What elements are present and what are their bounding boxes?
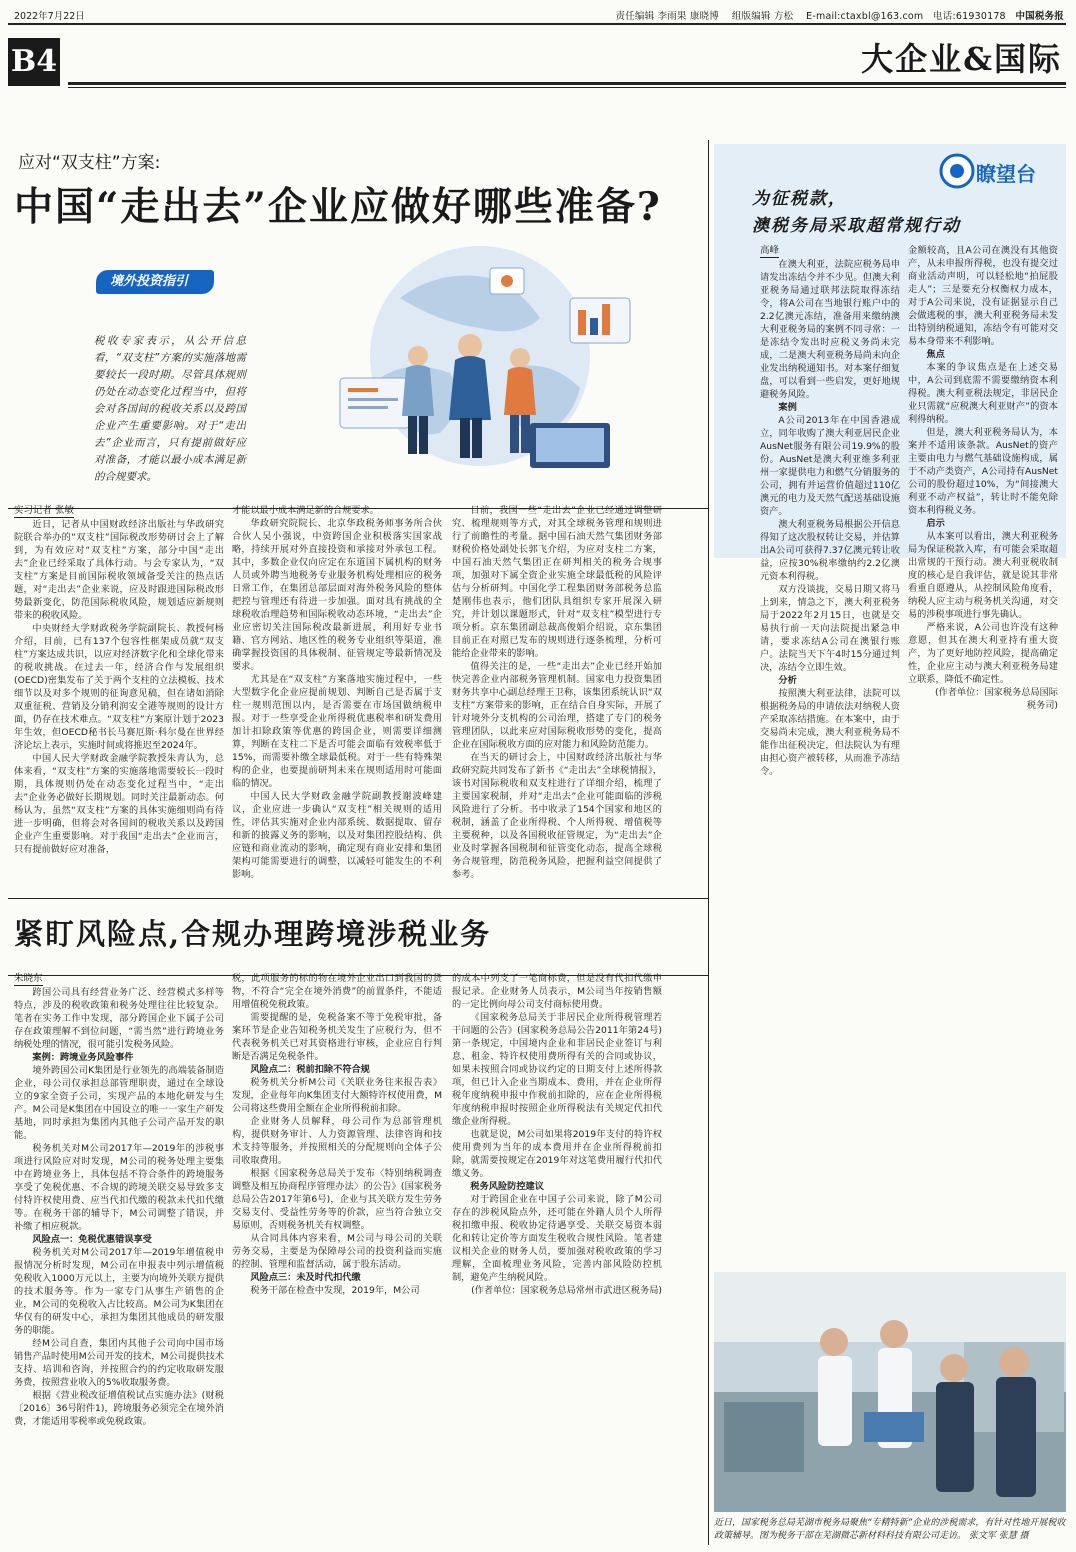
masthead-info <box>616 8 1064 22</box>
paragraph: 但是，澳大利亚税务局认为，本案并不适用该条款。AusNet的资产主要由电力与燃气基础设施构成，属于不动产类资产，A公司持有AusNet公司的股份超过10%，为“间接澳大利亚不动产权益”，转让时不能免除资本利得税义务。 <box>908 427 1058 516</box>
paragraph: 税务机关对M公司2017年—2019年增值税申报情况分析时发现，M公司在申报表中列示增值税免税收入1000万元以上，主要为向境外关联方提供的技术服务等。作为一家专门从事生产销售的企业，M公司的免税收入占比较高。M公司为K集团在华仅有的研发中心，承担为集团其他成员的研发服务的职能。 <box>14 1247 224 1336</box>
issue-date: 2022年7月22日 <box>14 11 85 22</box>
paragraph: 根据《国家税务总局关于发布〈特别纳税调查调整及相互协商程序管理办法〉的公告》(国家税务总局公告2017年第6号)，企业与其关联方发生劳务交易支付、受益性劳务等的价款，应当符合独立交易原则，否则税务机关有权调整。 <box>232 1168 442 1231</box>
article1-kicker: 应对“双支柱”方案: <box>18 153 161 173</box>
sidebar-column-2 <box>908 244 1058 1262</box>
paper-name: 中国税务报 <box>1015 11 1064 22</box>
paragraph: 目前，我国一些“走出去”企业已经通过调整研究、梳理规则等方式，对其全球税务管理和规则进行了前瞻性的考量。据中国石油天然气集团财务部财税价格处副处长郭飞介绍，为应对支柱二方案，中国石油天然气集团正在研判相关的税务合规事项，加强对下属全资企业实施全球最低税的风险评估与分析研判。中国化学工程集团财务部税务总监楚刚伟也表示，他们团队具组织专家开展深入研究，并计划以课题形式，针对“双支柱”模型进行专项分析。京东集团副总裁高俊娟介绍说，京东集团目前正在对照已发布的规则进行逐条梳理，分析可能给企业带来的影响。 <box>452 505 662 659</box>
photo-caption: 近日，国家税务总局芜湖市税务局聚焦“专精特新”企业的涉税需求，有针对性地开展税收政策辅导。图为税务干部在芜湖微芯新材料科技有限公司走访。 张文军 张慧 摄 <box>714 1518 1066 1541</box>
subheading: 案例 <box>778 402 797 413</box>
article2-column-3 <box>452 972 662 1542</box>
paragraph: 才能以最小成本满足新的合规要求。 <box>232 505 379 516</box>
paragraph: 对于跨国企业在中国子公司来说，除了M公司存在的涉税风险点外，还可能在外籍人员个人所得税扣缴申报、税收协定待遇享受、关联交易资本弱化和转让定价等方面发生税收合规性风险。笔者建议相关企业的财务人员，要加强对税收政策的学习理解，全面梳理业务风险，完善内部风险防控机制，避免产生纳税风险。 <box>452 1194 662 1283</box>
paragraph: 税务干部在检查中发现，2019年，M公司 <box>250 1285 420 1296</box>
paragraph: 在澳大利亚，法院应税务局申请发出冻结令并不少见。但澳大利亚税务局通过联邦法院取得冻结令，将A公司在当地银行账户中的2.2亿澳元冻结，准备用来缴纳澳大利亚税务局的案例不同寻常：一是冻结令发出时应税义务尚未完成，二是澳大利亚税务局尚未向企业发出纳税通知书。对本案仔细复盘，可以看到一些启发，更好地规避税务风险。 <box>760 259 900 400</box>
subheading: 案例：跨境业务风险事件 <box>32 1052 134 1063</box>
section-rule-thin <box>68 87 1066 88</box>
article2-separator <box>8 898 708 899</box>
tag-label: 境外投资指引 <box>110 274 189 289</box>
paragraph: 《国家税务总局关于非居民企业所得税管理若干问题的公告》(国家税务总局公告2011年第24号)第一条规定，中国境内企业和非居民企业签订与利息、租金、特许权使用费所得有关的合同或协议，如果未按照合同或协议约定的日期支付上述所得款项，但已计入企业当期成本、费用，并在企业所得税年度纳税申报中作税前扣除的，应在企业所得税年度纳税申报时按照企业所得税法有关规定代扣代缴企业所得税。 <box>452 1012 662 1127</box>
subheading: 分析 <box>778 675 797 686</box>
author-note: (作者单位：国家税务总局国际税务司) <box>934 687 1058 711</box>
paragraph: 根据《营业税改征增值税试点实施办法》(财税〔2016〕36号附件1)，跨境服务必须完全在境外消费，才能适用零税率或免税政策。 <box>14 1390 224 1427</box>
paragraph: 境外跨国公司K集团是行业领先的高端装备制造企业，母公司仅承担总部管理职责，通过在全球设立的9家全资子公司，实现产品的本地化研发与生产。M公司是K集团在中国设立的唯一一家生产研发基地，同时承担为集团内其他子公司产品开发的职能。 <box>14 1065 224 1141</box>
paragraph: 税务机关分析M公司《关联业务往来报告表》发现，企业每年向K集团支付大额特许权使用费，M公司将这些费用全额在企业所得税前扣除。 <box>232 1077 442 1114</box>
masthead-bar <box>14 8 1064 22</box>
paragraph: 华政研究院院长、北京华政税务师事务所合伙合伙人吴小强说，中资跨国企业积极落实国家战略，持续开展对外直接投资和承接对外承包工程。其中，多数企业仅向应定在东道国下属机构的财务人员或外聘当地税务专业服务机构处理相应的税务日常工作，在集团总部层面对海外税务风险的整体把控与管理还有待进一步加强。面对具有挑战的全球税收治理趋势和国际税收动态环境，“走出去”企业应密切关注国际税改最新进展，利用好专业书籍、官方网站、地区性的税务专业组织等渠道，准确掌握投资国的具体税制、征管规定等最新情况及要求。 <box>232 518 442 672</box>
article1-title: 中国“走出去”企业应做好哪些准备? <box>14 184 662 230</box>
sidebar-column-1 <box>760 258 900 1262</box>
lookout-badge-label: 瞭望台 <box>976 162 1036 186</box>
paragraph: 尤其是在“双支柱”方案落地实施过程中，一些大型数字化企业应提前规划、判断自己是否属于支柱一规则范围以内，是否需要在市场国做纳税申报。对于一些享受企业所得税优惠税率和研发费用加计扣除政策等优惠的跨国企业，则需要详细测算，判断在支柱二下是否可能会面临有效税率低于15%，而需要补缴全球最低税。对于一些有特殊架构的企业，也要提前研判未来在规则适用时可能面临的情况。 <box>232 674 442 789</box>
paragraph: 从合同具体内容来看，M公司与母公司的关联劳务交易，主要是为保障母公司的投资利益而实施的控制、管理和监督活动，属于股东活动。 <box>232 1233 442 1270</box>
paragraph: 在当天的研讨会上，中国财政经济出版社与华政研究院共同发布了新书《“走出去”全球税情报》，该书对国际税收和双支柱进行了详细介绍，梳理了主要国家税制，并对“走出去”企业可能面临的涉税风险进行了分析。书中收录了154个国家和地区的税制，涵盖了企业所得税、个人所得税、增值税等主要税种，以及各国税收征管规定，为“走出去”企业及时掌握各国税制和征管变化动态，提高全球税务合规管理，防范税务风险，把握利益空间提供了参考。 <box>452 752 662 880</box>
phone: 电话:61930178 <box>933 11 1006 22</box>
section-title: 大企业&国际 <box>861 40 1062 78</box>
paragraph: 中央财经大学财政税务学院副院长、教授何杨介绍，目前，已有137个包容性框架成员就“双支柱”方案达成共识，以应对经济数字化和全球化带来的税收挑战。在过去一年，经济合作与发展组织(OECD)密集发布了关于两个支柱的立法模板、技术细节以及对多个规则的征询意见稿，但在诸如消除双重征税、营销及分销利润安全港等规则的设计方面，仍存在技术难点。“双支柱”方案原计划于2023年生效，但OECD秘书长马赛厄斯·科尔曼在世界经济论坛上表示，实施时间或将推迟至2024年。 <box>14 623 224 751</box>
paragraph: 企业财务人员解释，母公司作为总部管理机构，提供财务审计、人力资源管理、法律咨询和技术支持等服务，并按照相关的分配规则向全体子公司收取费用。 <box>232 1116 442 1166</box>
paragraph: A公司2013年在中国香港成立，同年收购了澳大利亚居民企业AusNet服务有限公司19.9%的股份。AusNet是澳大利亚维多利亚州一家提供电力和燃气分销服务的公司，拥有并运营价值超过110亿澳元的电力及天然气配送基础设施资产。 <box>760 415 900 517</box>
paragraph: 需要提醒的是，免税备案不等于免税审批，备案环节是企业告知税务机关发生了应税行为，但不代表税务机关已对其资格进行审核，企业应自行判断是否满足免税条件。 <box>232 1012 442 1062</box>
paragraph: 跨国公司具有经营业务广泛、经营模式多样等特点，涉及的税收政策和税务处理往往比较复杂。笔者在实务工作中发现，部分跨国企业下属子公司存在政策理解不到位问题，“需当然”进行跨境业务纳税处理的情况，很可能引发税务风险。 <box>14 987 224 1050</box>
paragraph: 中国人民大学财政金融学院副教授谢波峰建议，企业应进一步确认“双支柱”相关规则的适用性，评估其实施对企业内部系统、数据提取、留存和新的披露义务的影响，以及对集团控股结构、供应链和商业流动的影响，确定现有商业安排和集团架构可能需要进行的调整，以减轻可能发生的不利影响。 <box>232 791 442 880</box>
sidebar-title-line1: 为征税款， <box>752 189 847 209</box>
article1-byline: 实习记者 张敏 <box>14 502 74 518</box>
sidebar-byline: 高峰 <box>760 242 779 258</box>
lookout-badge <box>938 152 1060 190</box>
paragraph: 税，此项服务的标的物在境外企业出口到我国的货物，不符合“完全在境外消费”的前置条件，不能适用增值税免税政策。 <box>232 973 442 1010</box>
paragraph: 严格来说，A公司也许没有这种意愿，但其在澳大利亚持有重大资产，为了更好地防控风险，提高确定性，企业应主动与澳大利亚税务局建立联系，降低不确定性。 <box>908 622 1058 685</box>
article1-column-2 <box>232 504 442 890</box>
paragraph: 值得关注的是，一些“走出去”企业已经开始加快完善企业内部税务管理机制。国家电力投资集团财务共享中心副总经理王卫称，该集团系统认识“双支柱”方案带来的影响，正在结合自身实际，开展了针对境外分支机构的公司治理，搭建了专门的税务管理团队，以此来应对国际税收形势的变化，提高企业在国际税收方面的应对能力和风险防范能力。 <box>452 661 662 750</box>
column-tag <box>96 270 214 294</box>
article1-summary: 税收专家表示，从公开信息看，“双支柱”方案的实施落地需要较长一段时期。尽管具体规则仍处在动态变化过程当中，但将会对各国间的税收关系以及跨国企业产生重要影响。对于“走出去”企业而言，只有提前做好应对准备，才能以最小成本满足新的合规要求。 <box>94 335 246 483</box>
article2-byline: 朱晓东 <box>14 970 43 986</box>
paragraph: 税务机关对M公司2017年—2019年的涉税事项进行风险应对时发现，M公司的税务处理主要集中在跨境业务上，具体包括不符合条件的跨境服务享受了免税优惠、不合规的跨境关联交易导致多支付特许权使用费、应当代扣代缴的税款未代扣代缴等。在税务干部的辅导下，M公司调整了错误，并补缴了相应税款。 <box>14 1143 224 1232</box>
news-photo <box>714 1272 1066 1512</box>
paragraph: 按照澳大利亚法律，法院可以根据税务局的申请依法对纳税人资产采取冻结措施。在本案中，由于交易尚未完成，澳大利亚税务局不能作出征税决定，但法院认为有理由担心资产被转移，从而准予冻结令。 <box>760 688 900 777</box>
paragraph: 的成本中列支了一笔商标费，但是没有代扣代缴申报记录。企业财务人员表示，M公司当年按销售额的一定比例向母公司支付商标使用费。 <box>452 973 662 1010</box>
paragraph: 中国人民大学财政金融学院教授朱青认为，总体来看，“双支柱”方案的实施落地需要较长一段时期，具体规则仍处在动态变化过程当中，“走出去”企业务必做好长期规划。同时关注最新动态。何杨认为，虽然“双支柱”方案的具体实施细则尚有待进一步明确，但将会对各国间的税收关系以及跨国企业产生重要影响。对于我国“走出去”企业而言，只有提前做好应对准备， <box>14 753 224 855</box>
paragraph: 经M公司自查，集团内其他子公司向中国市场销售产品时使用M公司开发的技术，M公司提供技术支持、培训和咨询，并按照合约的约定收取研发服务费，按照营业收入的5%收取服务费。 <box>14 1338 224 1388</box>
top-rule <box>8 23 1066 25</box>
column-divider <box>708 140 709 1545</box>
article2-title: 紧盯风险点,合规办理跨境涉税业务 <box>14 917 492 951</box>
paragraph: 金额较高，且A公司在澳没有其他资产，从未申报所得税，也没有提交过商业活动声明，可以轻松地“拍屁股走人”；三是要充分权衡权力成本，对于A公司来说，没有证据显示自己会做逃税的事，澳大利亚税务局未发出特别纳税通知，冻结令有可能对交易本身带来不利影响。 <box>908 245 1058 347</box>
author-note: (作者单位：国家税务总局常州市武进区税务局) <box>471 1285 662 1296</box>
subheading: 风险点二：税前扣除不符合规 <box>250 1064 370 1075</box>
sidebar-title <box>752 186 961 240</box>
editors: 责任编辑 李雨果 康晓博 <box>615 11 719 22</box>
business-illustration <box>320 238 650 493</box>
page-number-badge: B4 <box>8 38 60 86</box>
sidebar-title-line2: 澳税务局采取超常规行动 <box>752 216 961 236</box>
paragraph: 近日，记者从中国财政经济出版社与华政研究院联合举办的“双支柱”国际税改形势研讨会上了解到，为有效应对“双支柱”方案，部分中国“走出去”企业已经采取了具体行动。与会专家认为，“双支柱”方案是目前国际税收领域备受关注的热点话题，对“走出去”企业来说，应及时跟进国际税改形势最新变化，防范国际税收风险，规划适应新规则带来的税收风险。 <box>14 519 224 621</box>
email: E-mail:ctaxbl@163.com <box>806 11 924 22</box>
paragraph: 也就是说，M公司如果将2019年支付的特许权使用费列为当年的成本费用并在企业所得税前扣除，就需要按规定在2019年对这笔费用履行代扣代缴义务。 <box>452 1129 662 1179</box>
subheading: 税务风险防控建议 <box>470 1181 544 1192</box>
subheading: 风险点一：免税优惠错误享受 <box>32 1234 152 1245</box>
paragraph: 双方没谈拢，交易日期又将马上到来，情急之下，澳大利亚税务局于2022年2月15日，也就是交易执行前一天向法院提出紧急申请，要求冻结A公司在澳银行账户。法院当天下午4时15分通过判决，冻结令立即生效。 <box>760 584 900 673</box>
subheading: 启示 <box>926 518 945 529</box>
subheading: 风险点三：未及时代扣代缴 <box>250 1272 361 1283</box>
layout-editor: 组版编辑 方松 <box>731 11 794 22</box>
article2-column-2 <box>232 972 442 1542</box>
section-rule <box>68 82 1066 85</box>
paragraph: 本案的争议焦点是在上述交易中，A公司到底需不需要缴纳资本利得税。澳大利亚税法规定，非居民企业只需就“应税澳大利亚财产”的资本利得纳税。 <box>908 362 1058 425</box>
subheading: 焦点 <box>926 349 945 360</box>
article1-column-3 <box>452 504 662 890</box>
paragraph: 从本案可以看出，澳大利亚税务局为保证税款入库，有可能会采取超出常规的干预行动。澳大利亚税收制度的核心是自我评估，就是说其非常看重自愿遵从，从控制风险角度看，纳税人应主动与税务机关沟通，对交易的涉税事项进行事先确认。 <box>908 531 1058 620</box>
article1-column-1 <box>14 518 224 890</box>
article2-column-1 <box>14 986 224 1542</box>
paragraph: 澳大利亚税务局根据公开信息得知了这次股权转让交易，并估算出A公司可获得7.37亿澳元转让收益，应按30%税率缴纳约2.2亿澳元资本利得税。 <box>760 519 900 582</box>
